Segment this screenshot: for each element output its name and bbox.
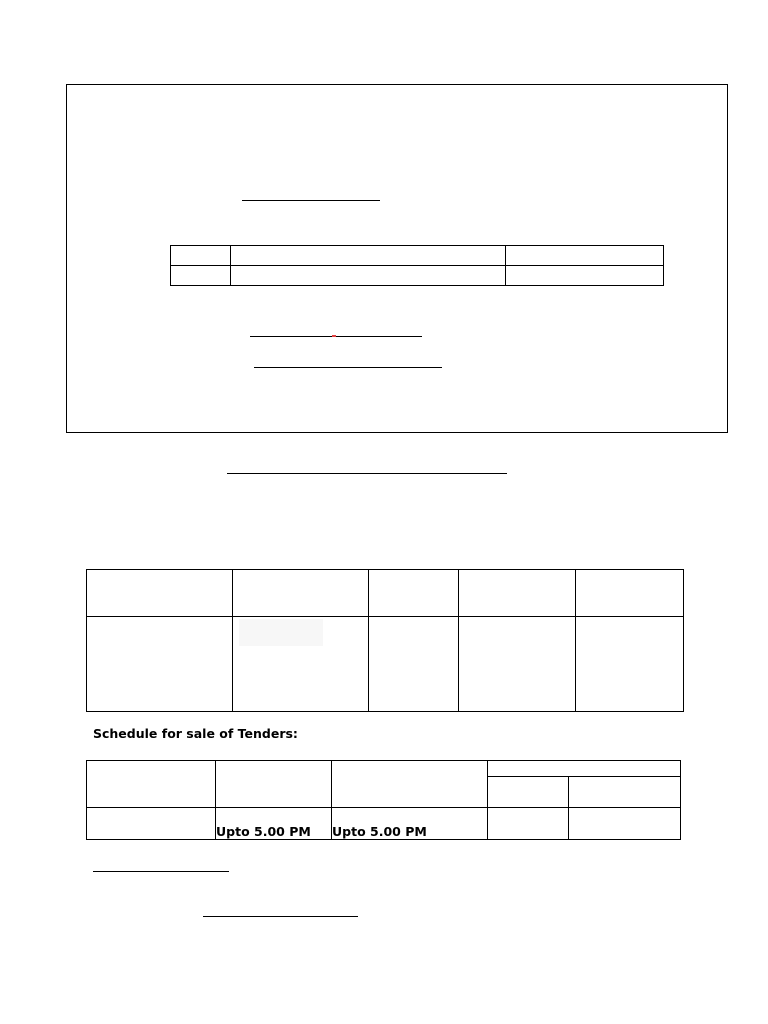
schedule-subheader-cell (569, 777, 681, 808)
header-table-cell (171, 246, 231, 266)
schedule-table (86, 760, 681, 840)
table-cell (576, 617, 684, 712)
tender-details-table (86, 569, 684, 712)
footer-underline (203, 916, 358, 917)
table-header-cell (87, 570, 233, 617)
title-underline (227, 473, 507, 474)
header-table-cell (506, 246, 664, 266)
faint-highlight (239, 619, 323, 646)
table-cell (459, 617, 576, 712)
schedule-cell (569, 808, 681, 840)
note-underline (93, 871, 229, 872)
designation-line (254, 367, 442, 368)
schedule-header-cell (216, 761, 332, 808)
schedule-header-cell (488, 761, 681, 777)
table-cell (87, 617, 233, 712)
table-header-cell (233, 570, 369, 617)
table-header-cell (369, 570, 459, 617)
schedule-header-cell (87, 761, 216, 808)
schedule-cell-time: Upto 5.00 PM (216, 808, 332, 840)
table-header-cell (459, 570, 576, 617)
schedule-header-cell (332, 761, 488, 808)
table-header-cell (576, 570, 684, 617)
signature-line (250, 336, 422, 337)
schedule-subheader-cell (488, 777, 569, 808)
red-mark (332, 335, 336, 337)
table-cell (369, 617, 459, 712)
header-table-cell (506, 266, 664, 286)
heading-underline (242, 200, 380, 201)
header-table (170, 245, 664, 286)
header-table-cell (231, 246, 506, 266)
schedule-cell-time: Upto 5.00 PM (332, 808, 488, 840)
schedule-heading: Schedule for sale of Tenders: (93, 726, 298, 741)
schedule-cell (87, 808, 216, 840)
schedule-cell (488, 808, 569, 840)
header-table-cell (231, 266, 506, 286)
header-table-cell (171, 266, 231, 286)
